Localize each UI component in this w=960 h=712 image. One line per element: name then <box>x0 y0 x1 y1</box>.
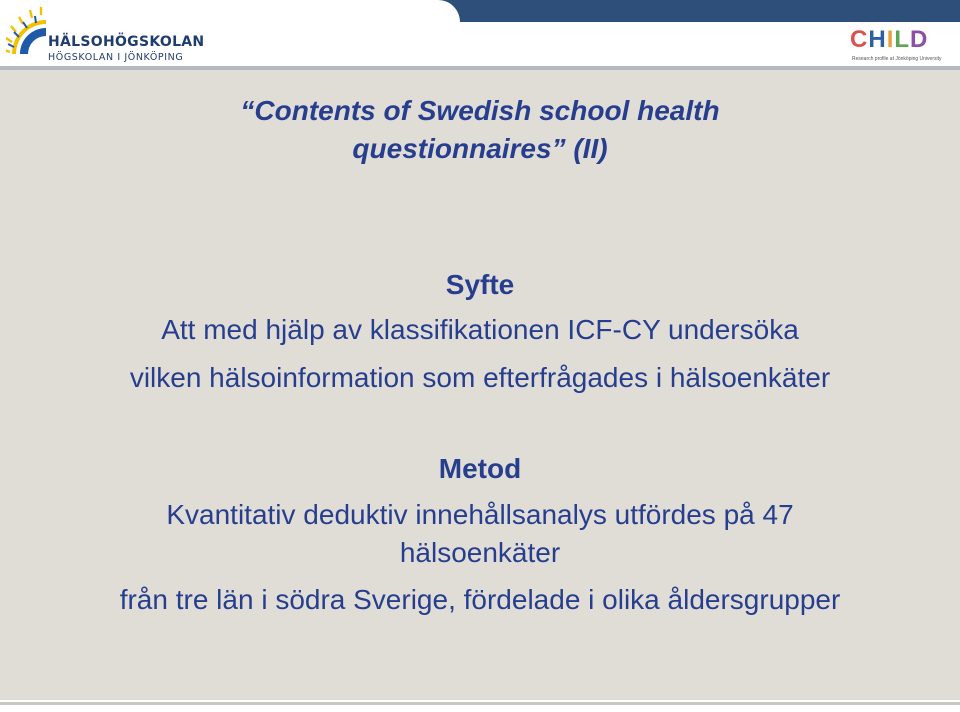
slide-header <box>0 0 960 66</box>
metod-text-line-2: hälsoenkäter <box>399 537 561 568</box>
metod-text-line-3: från tre län i södra Sverige, fördelade i olika åldersgrupper <box>119 584 841 615</box>
footer-rule <box>0 700 960 712</box>
child-letter-i: I <box>886 26 895 53</box>
syfte-text-line-2: vilken hälsoinformation som efterfrågades i hälsoenkäter <box>129 362 831 393</box>
child-letter-d: D <box>910 26 929 53</box>
title-line-1: “Contents of Swedish school health <box>240 95 720 126</box>
child-logo-word <box>850 26 928 54</box>
title-line-2: questionnaires” (II) <box>352 133 608 164</box>
logo-subtitle: HÖGSKOLAN I JÖNKÖPING <box>48 52 184 63</box>
child-letter-c: C <box>850 26 869 53</box>
sun-logo-icon <box>6 6 50 56</box>
header-band-dark <box>430 0 960 22</box>
logo-name: HÄLSOHÖGSKOLAN <box>48 34 205 50</box>
header-rule <box>0 66 960 70</box>
metod-heading: Metod <box>438 453 522 484</box>
child-letter-l: L <box>894 26 911 53</box>
child-letter-h: H <box>868 26 887 53</box>
child-logo <box>848 26 952 64</box>
syfte-text-line-1: Att med hjälp av klassifikationen ICF-CY undersöka <box>161 314 799 345</box>
child-logo-tagline: Research profile at Jönköping University <box>852 56 942 62</box>
syfte-heading: Syfte <box>445 269 515 300</box>
footer-line <box>0 702 960 705</box>
header-band-tab <box>380 0 460 22</box>
slide-title <box>0 92 960 168</box>
halsohogskolan-logo <box>6 6 205 64</box>
metod-text-line-1: Kvantitativ deduktiv innehållsanalys utfördes på 47 <box>166 499 794 530</box>
